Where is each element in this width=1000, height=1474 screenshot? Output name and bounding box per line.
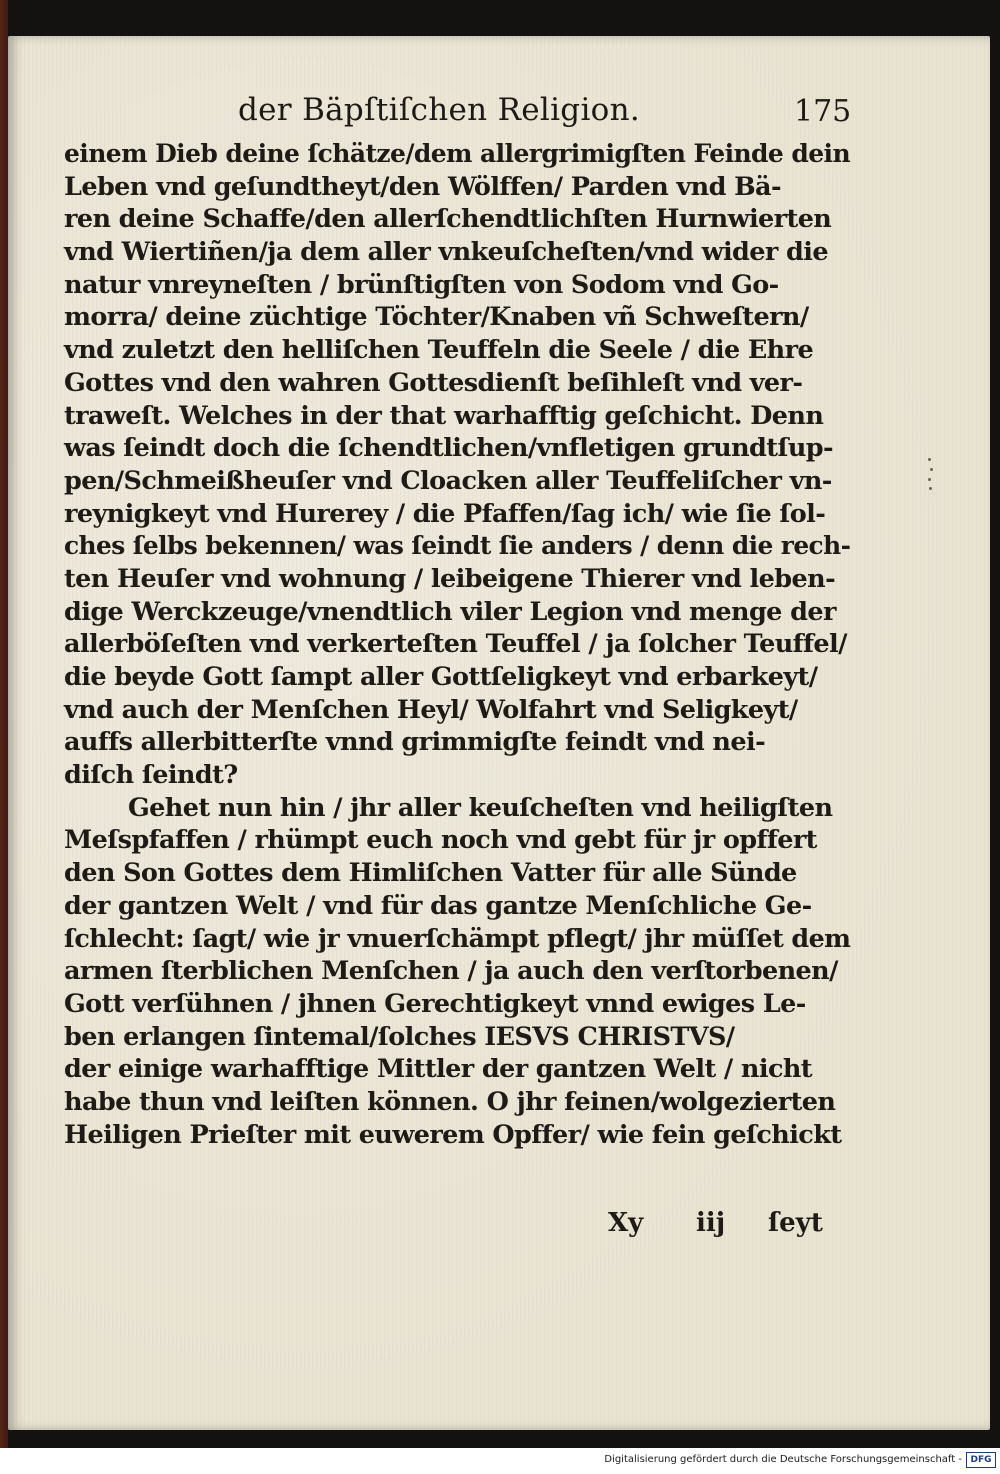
text-line: ten Heuſer vnd wohnung / leibeigene Thierer vnd leben- (64, 563, 836, 594)
text-line: auffs allerbitterſte vnnd grimmigſte feindt vnd nei- (64, 727, 766, 758)
text-line: die beyde Gott ſampt aller Gottſeligkeyt vnd erbarkeyt/ (64, 662, 818, 692)
book-cover-edge (0, 0, 8, 1448)
text-line: den Son Gottes dem Himliſchen Vatter für alle Sünde (64, 858, 797, 889)
text-line: einem Dieb deine ſchätze/dem allergrimigſten Feinde dein (64, 139, 851, 169)
text-line: vnd auch der Menſchen Heyl/ Wolfahrt vnd Seligkeyt/ (64, 694, 798, 725)
text-line: habe thun vnd leiſten können. O jhr feinen/wolgezierten (64, 1086, 836, 1117)
text-line: morra/ deine züchtige Töchter/Knaben vñ Schweſtern/ (64, 302, 809, 333)
text-line: pen/Schmeißheuſer vnd Cloacken aller Teuffeliſcher vn- (64, 465, 832, 496)
signature-mark: Xy (608, 1208, 644, 1238)
text-line: Leben vnd geſundtheyt/den Wölffen/ Parden vnd Bä- (64, 171, 781, 202)
page-number: 175 (794, 94, 852, 129)
text-line: ches ſelbs bekennen/ was ſeindt ſie anders / denn die rech- (64, 531, 851, 562)
main-text-block (64, 138, 850, 1151)
text-line: Gott verſühnen / jhnen Gerechtigkeyt vnnd ewiges Le- (64, 988, 806, 1019)
running-title: der Bäpſtiſchen Religion. (238, 92, 641, 128)
text-line: diſch ſeindt? (64, 760, 238, 791)
signature-numeral: iij (696, 1208, 726, 1238)
text-line: allerböſeſten vnd verkerteſten Teuffel / ja ſolcher Teuffel/ (64, 629, 847, 660)
text-line: Heiligen Prieſter mit euwerem Opffer/ wie fein geſchickt (64, 1119, 842, 1150)
text-line: armen ſterblichen Menſchen / ja auch den verſtorbenen/ (64, 956, 838, 987)
paragraph-start-line: Gehet nun hin / jhr aller keuſcheſten vnd heiligſten (128, 792, 833, 823)
book-page (8, 36, 990, 1430)
footer-bar (0, 1448, 1000, 1474)
text-line: der gantzen Welt / vnd für das gantze Menſchliche Ge- (64, 890, 812, 921)
text-line: ſchlecht: ſagt/ wie jr vnuerſchämpt pflegt/ jhr müſſet dem (64, 923, 851, 954)
text-line: dige Werckzeuge/vnendtlich viler Legion vnd menge der (64, 596, 836, 627)
text-line: ren deine Schaffe/den allerſchendtlichſten Hurnwierten (64, 204, 832, 235)
paper-specks (928, 456, 936, 496)
text-line: der einige warhafftige Mittler der gantzen Welt / nicht (64, 1054, 812, 1085)
catchword: ſeyt (768, 1208, 823, 1238)
footer-credit: Digitalisierung gefördert durch die Deutsche Forschungsgemeinschaft - (604, 1454, 962, 1465)
text-line: was ſeindt doch die ſchendtlichen/vnfletigen grundtſup- (64, 433, 833, 464)
text-line: reynigkeyt vnd Hurerey / die Pfaffen/ſag ich/ wie ſie ſol- (64, 498, 826, 529)
text-line: Gottes vnd den wahren Gottesdienſt beſihleſt vnd ver- (64, 367, 803, 398)
text-line: traweſt. Welches in der that warhafftig geſchicht. Denn (64, 400, 824, 431)
text-line: ben erlangen ſintemal/ſolches IESVS CHRISTVS/ (64, 1021, 735, 1052)
text-line: vnd zuletzt den helliſchen Teuffeln die Seele / die Ehre (64, 335, 814, 366)
text-line: Meſspfaffen / rhümpt euch noch vnd gebt für jr opffert (64, 825, 817, 856)
dfg-logo: DFG (966, 1452, 996, 1468)
text-line: vnd Wiertiñen/ja dem aller vnkeuſcheſten/vnd wider die (64, 237, 828, 268)
text-line: natur vnreyneſten / brünſtigſten von Sodom vnd Go- (64, 269, 779, 300)
